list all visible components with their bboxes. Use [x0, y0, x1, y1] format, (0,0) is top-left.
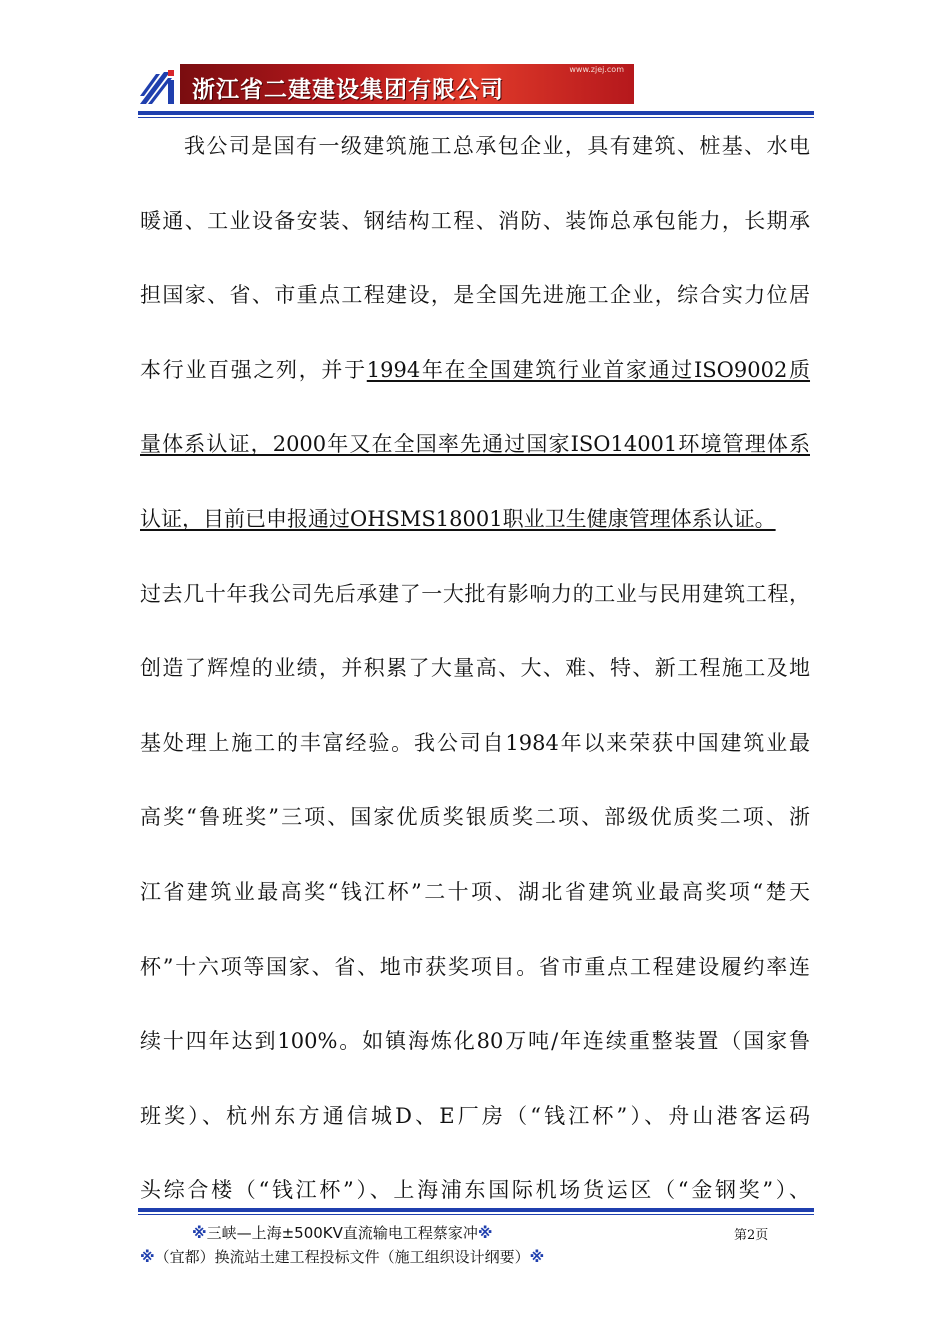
- paragraph-line: [140, 501, 810, 576]
- paragraph-line: 担国家、省、市重点工程建设，是全国先进施工企业，综合实力位居: [140, 283, 810, 308]
- footer-document-title: [140, 1246, 544, 1267]
- page-number: 第2页: [734, 1228, 769, 1243]
- underlined-text: 量体系认证，2000年又在全国率先通过国家ISO14001环境管理体系: [140, 432, 810, 457]
- reference-mark-icon: ※: [192, 1224, 207, 1242]
- paragraph-line: 我公司是国有一级建筑施工总承包企业，具有建筑、桩基、水电: [184, 134, 810, 158]
- footer-text: （宜都）换流站土建工程投标文件（施工组织设计纲要）: [154, 1248, 530, 1266]
- paragraph-line: 续十四年达到100%。如镇海炼化80万吨/年连续重整装置（国家鲁: [140, 1029, 810, 1054]
- company-url: www.zjej.com: [569, 65, 624, 74]
- paragraph-line: [140, 352, 810, 427]
- underlined-text: 1994年在全国建筑行业首家通过ISO9002质: [366, 357, 811, 382]
- paragraph-line: 创造了辉煌的业绩，并积累了大量高、大、难、特、新工程施工及地: [140, 656, 810, 681]
- header-divider-thin: [138, 117, 814, 118]
- paragraph-line: 暖通、工业设备安装、钢结构工程、消防、装饰总承包能力，长期承: [140, 208, 810, 233]
- underlined-text: 认证，目前已申报通过OHSMS18001职业卫生健康管理体系认证。: [140, 506, 776, 531]
- footer-text: 三峡—上海±500KV直流输电工程蔡家冲: [206, 1224, 478, 1242]
- company-banner: [180, 64, 634, 104]
- paragraph-line: 江省建筑业最高奖“钱江杯”二十项、湖北省建筑业最高奖项“楚天: [140, 879, 810, 904]
- company-logo-icon: [138, 66, 178, 106]
- page-header: [138, 64, 814, 124]
- footer-project-title: [192, 1222, 493, 1243]
- paragraph-line: 头综合楼（“钱江杯”）、上海浦东国际机场货运区（“金钢奖”）、: [140, 1178, 810, 1203]
- footer-divider-thin: [138, 1214, 814, 1215]
- reference-mark-icon: ※: [529, 1248, 545, 1266]
- paragraph-line: 班奖）、杭州东方通信城D、E厂房（“钱江杯”）、舟山港客运码: [140, 1103, 810, 1128]
- header-divider: [138, 111, 814, 115]
- paragraph-line: [140, 426, 810, 501]
- reference-mark-icon: ※: [140, 1248, 155, 1266]
- paragraph-line: 高奖“鲁班奖”三项、国家优质奖银质奖二项、部级优质奖二项、浙: [140, 805, 810, 830]
- paragraph-line: 杯”十六项等国家、省、地市获奖项目。省市重点工程建设履约率连: [140, 954, 810, 979]
- paragraph-line: 过去几十年我公司先后承建了一大批有影响力的工业与民用建筑工程，: [140, 581, 810, 606]
- reference-mark-icon: ※: [477, 1224, 493, 1242]
- footer-divider: [138, 1208, 814, 1212]
- company-name: 浙江省二建建设集团有限公司: [192, 77, 504, 103]
- paragraph-line: 基处理上施工的丰富经验。我公司自1984年以来荣获中国建筑业最: [140, 730, 810, 755]
- paragraph-text: 本行业百强之列，并于: [140, 357, 367, 382]
- document-body: [140, 128, 810, 1247]
